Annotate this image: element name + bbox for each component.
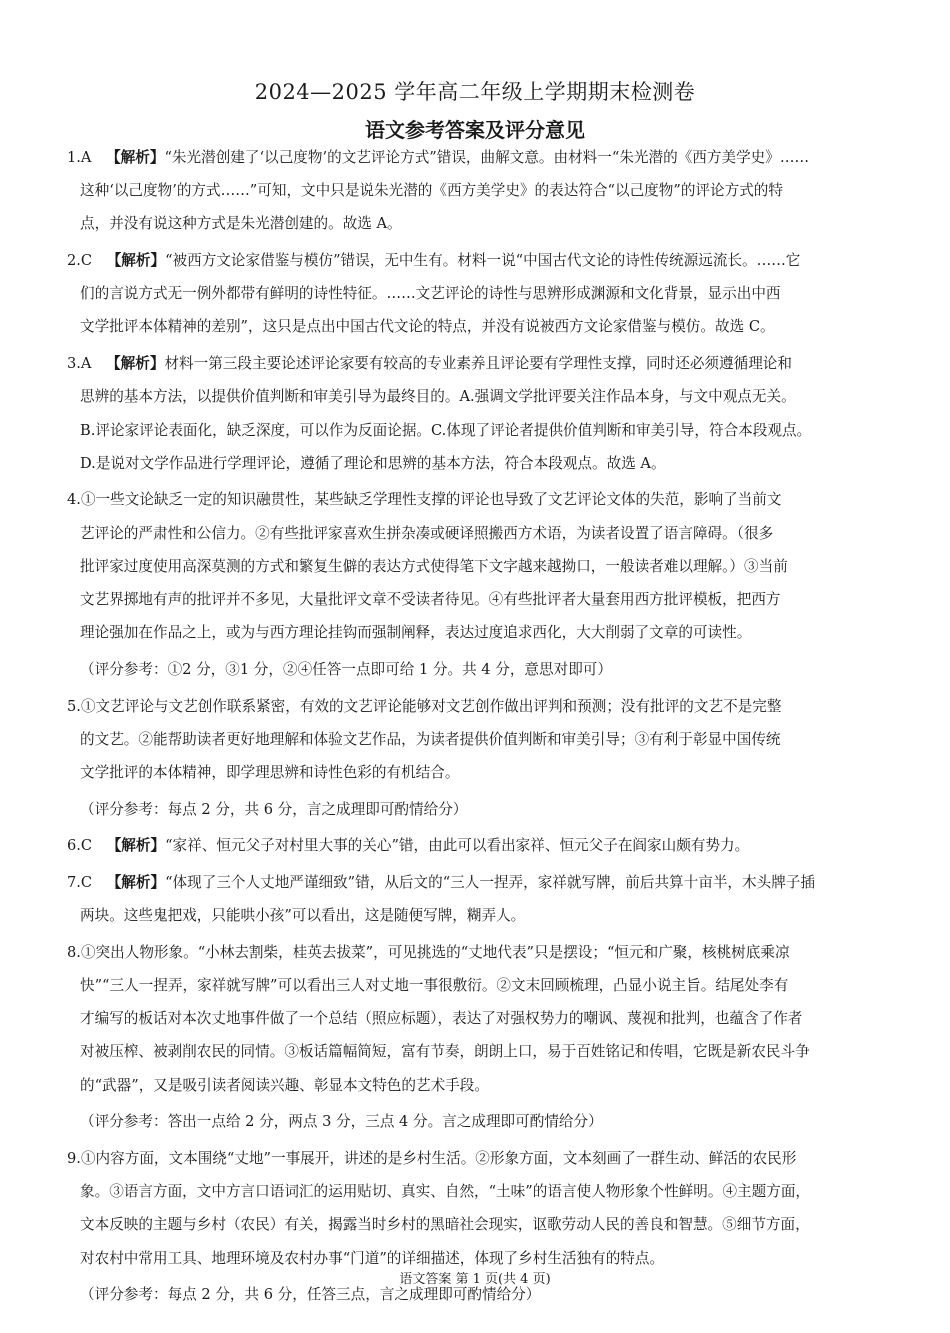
answer-text: 象。③语言方面，文中方言口语词汇的运用贴切、真实、自然，“土味”的语言使人物形象个性鲜明。④主题方面， (80, 1183, 811, 1201)
answer-line (80, 723, 872, 756)
scoring-note: （评分参考：每点 2 分，共 6 分，言之成理即可酌情给分） (80, 800, 468, 818)
answer-text: 思辨的基本方法，以提供价值判断和审美引导为最终目的。A.强调文学批评要关注作品本身，与文中观点无关。 (80, 388, 796, 406)
answer-text: ①文艺评论与文艺创作联系紧密，有效的文艺评论能够对文艺创作做出评判和预测；没有批评的文艺不是完整 (80, 697, 782, 715)
answer-item (67, 347, 872, 480)
answer-number: 2.C (67, 252, 93, 270)
answer-line (67, 244, 872, 277)
answer-line (80, 550, 872, 583)
answer-list (67, 141, 872, 1315)
scoring-note: （评分参考：①2 分，③1 分，②④任答一点即可给 1 分。共 4 分，意思对即可） (80, 660, 612, 678)
answer-line (67, 690, 872, 723)
answer-text: 文艺界掷地有声的批评并不多见，大量批评文章不受读者待见。④有些批评者大量套用西方批评模板，把西方 (80, 590, 781, 608)
answer-text: 点，并没有说这种方式是朱光潜创建的。故选 A。 (80, 215, 402, 233)
answer-text: 文学批评本体精神的差别”，这只是点出中国古代文论的特点，并没有说被西方文论家借鉴与模仿。故选 C。 (80, 318, 775, 336)
answer-text: ①内容方面，文本围绕“丈地”一事展开，讲述的是乡村生活。②形象方面，文本刻画了一群生动、鲜活的农民形 (80, 1149, 797, 1167)
answer-line (80, 517, 872, 550)
answer-text: 这种‘以己度物’的方式……”可知，文中只是说朱光潜的《西方美学史》的表达符合“以己度物”的评论方式的特 (80, 182, 783, 200)
answer-line (80, 174, 872, 207)
answer-text: 文本反映的主题与乡村（农民）有关，揭露当时乡村的黑暗社会现实，讴歌劳动人民的善良和智慧。⑤细节方面， (80, 1216, 810, 1234)
answer-line (67, 1142, 872, 1175)
answer-text: “朱光潜创建了‘以己度物’的文艺评论方式”错误，曲解文意。由材料一“朱光潜的《西方美学史》…… (164, 149, 810, 166)
answer-number: 9. (67, 1149, 81, 1167)
answer-text: 们的言说方式无一例外都带有鲜明的诗性特征。……文艺评论的诗性与思辨形成渊源和文化背景，显示出中西 (80, 285, 781, 303)
answer-text: “家祥、恒元父子对村里大事的关心”错，由此可以看出家祥、恒元父子在阎家山颇有势力。 (165, 837, 750, 855)
answer-line (80, 447, 872, 480)
answer-line (80, 1069, 872, 1102)
answer-line (67, 866, 872, 899)
analysis-tag: 【解析】 (106, 873, 166, 891)
answer-line (80, 277, 872, 310)
answer-line (67, 347, 872, 380)
answer-text: 材料一第三段主要论述评论家要有较高的专业素养且评论要有学理性支撑，同时还必须遵循理论和 (164, 355, 792, 373)
answer-text: B.评论家评论表面化，缺乏深度，可以作为反面论据。C.体现了评论者提供价值判断和审美引导，符合本段观点。 (80, 421, 812, 439)
answer-line (80, 414, 872, 447)
answer-line (67, 936, 872, 969)
answer-line (80, 969, 872, 1002)
answer-line (80, 1035, 872, 1068)
answer-text: 两块。这些鬼把戏，只能哄小孩”可以看出，这是随便写牌，糊弄人。 (80, 907, 526, 925)
answer-item (67, 690, 872, 790)
answer-line (67, 483, 872, 516)
answer-item (67, 483, 872, 649)
scoring-note: （评分参考：答出一点给 2 分，两点 3 分，三点 4 分。言之成理即可酌情给分） (80, 1113, 603, 1131)
answer-line (80, 1002, 872, 1035)
answer-line (67, 141, 872, 174)
answer-line (80, 583, 872, 616)
answer-line (67, 829, 872, 862)
answer-text: 的文艺。②能帮助读者更好地理解和体验文艺作品，为读者提供价值判断和审美引导；③有利于彰显中国传统 (80, 730, 781, 748)
answer-number: 5. (67, 697, 81, 715)
answer-line (80, 310, 872, 343)
answer-item (67, 244, 872, 344)
answer-item (67, 1142, 872, 1275)
answer-text: ①一些文论缺乏一定的知识融贯性，某些缺乏学理性支撑的评论也导致了文艺评论文体的失范，影响了当前文 (80, 491, 782, 509)
answer-text: 对农村中常用工具、地理环境及农村办事“门道”的详细描述，体现了乡村生活独有的特点。 (80, 1249, 665, 1267)
answer-text: “体现了三个人丈地严谨细致”错，从后文的“三人一捏弄，家祥就写牌，前后共算十亩半，木头牌子插 (165, 873, 815, 891)
answer-text: “被西方文论家借鉴与模仿”错误，无中生有。材料一说“中国古代文论的诗性传统源远流长。……它 (165, 252, 801, 270)
answer-line (80, 1208, 872, 1241)
analysis-tag: 【解析】 (106, 837, 166, 855)
answer-text: 才编写的板话对本次丈地事件做了一个总结（照应标题），表达了对强权势力的嘲讽、蔑视和批判，也蕴含了作者 (80, 1010, 803, 1028)
answer-text: 理论强加在作品之上，或为与西方理论挂钩而强制阐释，表达过度追求西化，大大削弱了文章的可读性。 (80, 624, 752, 642)
answer-text: 快”“三人一捏弄，家祥就写牌”可以看出三人对丈地一事很敷衍。②文末回顾梳理，凸显小说主旨。结尾处李有 (80, 977, 789, 994)
answer-line (80, 207, 872, 240)
scoring-note: （评分参考：每点 2 分，共 6 分，任答三点，言之成理即可酌情给分） (80, 1286, 541, 1304)
answer-number: 8. (67, 943, 81, 961)
analysis-tag: 【解析】 (106, 355, 165, 373)
answer-number: 3.A (67, 355, 92, 373)
answer-text: 文学批评的本体精神，即学理思辨和诗性色彩的有机结合。 (80, 763, 460, 781)
answer-number: 7.C (67, 873, 93, 891)
answer-text: 的“武器”，又是吸引读者阅读兴趣、彰显本文特色的艺术手段。 (80, 1076, 489, 1094)
answer-text: D.是说对文学作品进行学理评论，遵循了理论和思辨的基本方法，符合本段观点。故选 A。 (80, 454, 666, 472)
answer-text: 批评家过度使用高深莫测的方式和繁复生僻的表达方式使得笔下文字越来越拗口，一般读者难以理解。）③当前 (80, 557, 788, 575)
answer-line (80, 756, 872, 789)
page-title: 2024—2025 学年高二年级上学期期末检测卷 (254, 80, 696, 104)
answer-line (80, 1175, 872, 1208)
answer-line (80, 899, 872, 932)
answer-number: 6.C (67, 837, 93, 855)
page-footer: 语文答案 第 1 页(共 4 页) (399, 1272, 551, 1287)
analysis-tag: 【解析】 (106, 149, 165, 166)
answer-number: 4. (67, 491, 81, 509)
answer-text: 对被压榨、被剥削农民的同情。③板话篇幅简短，富有节奏，朗朗上口，易于百姓铭记和传唱，它既是新农民斗争 (80, 1043, 810, 1061)
answer-text: ①突出人物形象。“小林去割柴，桂英去拔菜”，可见挑选的“丈地代表”只是摆设；“恒元和广聚，核桃树底乘凉 (80, 943, 790, 961)
answer-item (67, 936, 872, 1102)
answer-line (80, 380, 872, 413)
analysis-tag: 【解析】 (106, 252, 166, 270)
answer-text: 艺评论的严肃性和公信力。②有些批评家喜欢生拼杂凑或硬译照搬西方术语，为读者设置了语言障碍。（很多 (80, 524, 774, 542)
answer-item (67, 866, 872, 932)
page-subtitle: 语文参考答案及评分意见 (365, 118, 585, 142)
answer-line (80, 616, 872, 649)
answer-item (67, 829, 872, 862)
answer-item (67, 141, 872, 241)
answer-number: 1.A (67, 149, 92, 166)
